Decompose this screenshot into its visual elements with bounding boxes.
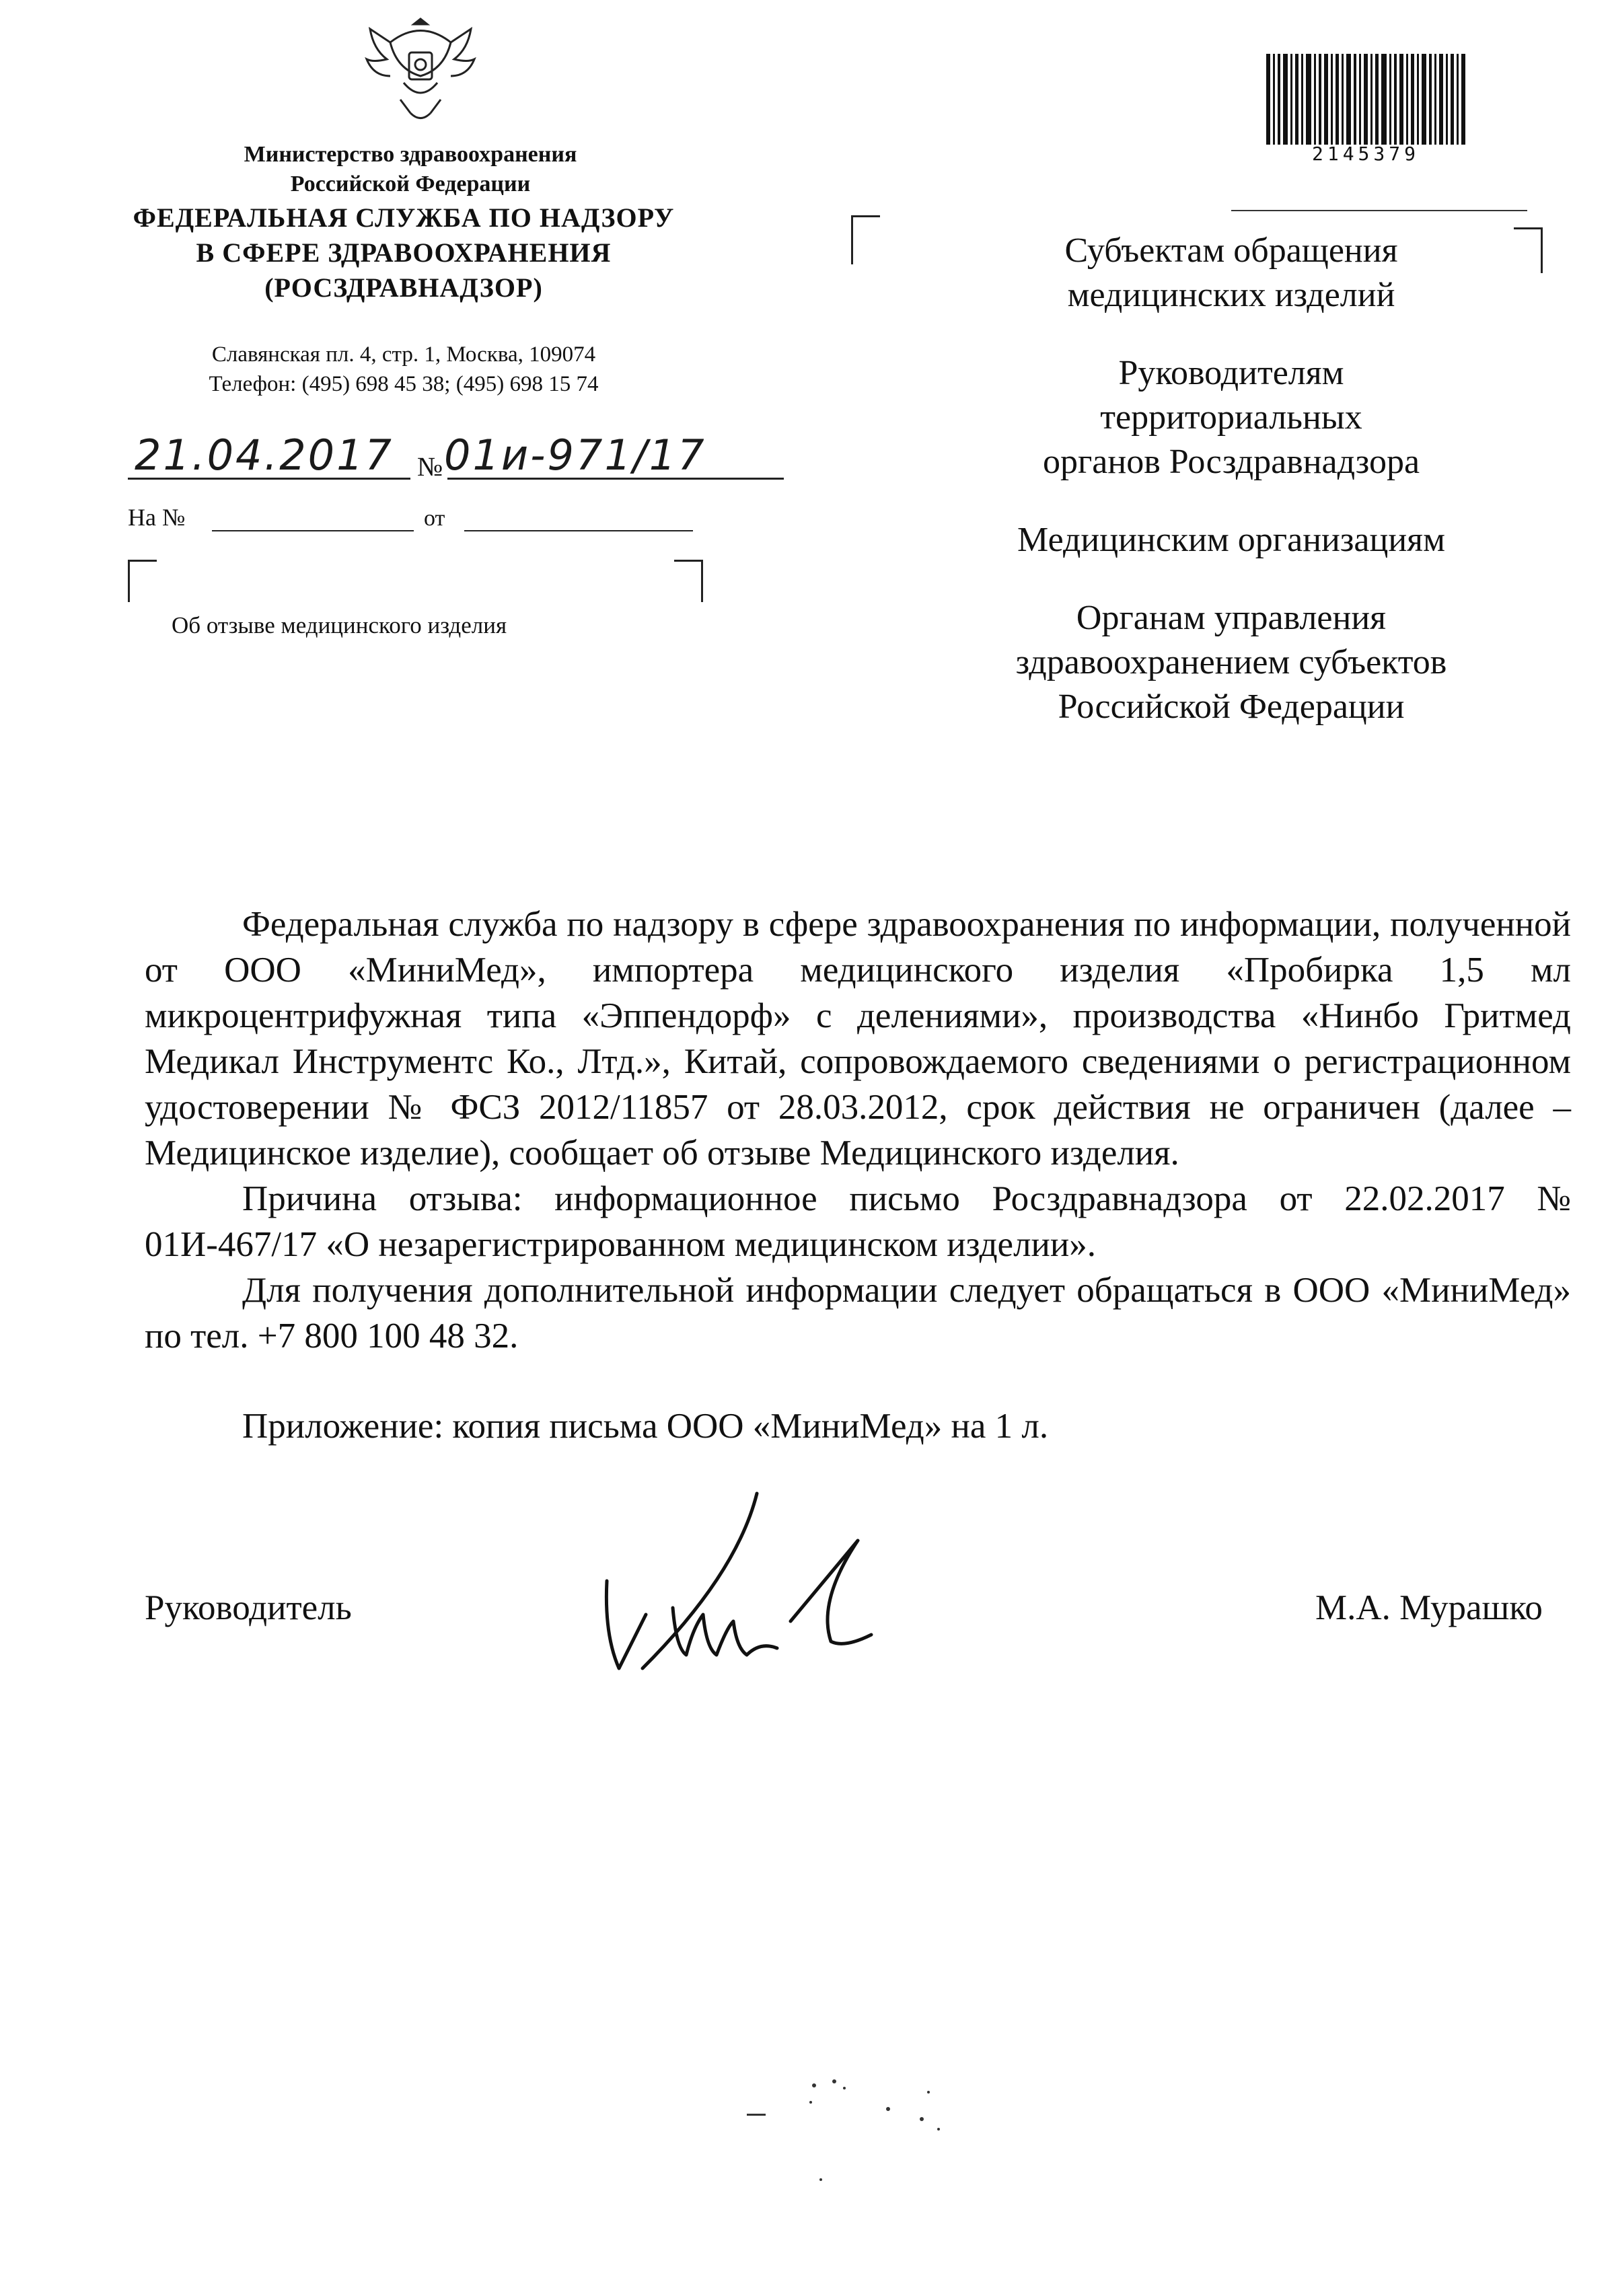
registration-date: 21.04.2017 <box>135 431 394 480</box>
barcode-number: 2145379 <box>1311 143 1420 165</box>
ministry-name: Министерство здравоохранения Российской Федерации <box>244 142 577 196</box>
body-paragraph-main: Федеральная служба по надзору в сфере здравоохранения по информации, полученной от ООО «МиниМед», импортера медицинского изделия «Пробирка 1,5 мл микроцентрифужная типа «Эппендорф» с делениями», производства «Нинбо Гритмед Медикал Инструментс Ко., Лтд.», Китай, сопровождаемого сведениями о регистрационном удостоверении № ФСЗ 2012/11857 от 28.03.2012, срок действия не ограничен (далее – Медицинское изделие), сообщает об отзыве Медицинского изделия. <box>145 905 1571 1173</box>
reply-reference-line <box>128 503 706 537</box>
scan-specks <box>727 2072 969 2193</box>
barcode <box>1265 54 1467 145</box>
signatory-name: М.А. Мурашко <box>1315 1588 1543 1627</box>
body-paragraph-reason: Причина отзыва: информационное письмо Росздравнадзора от 22.02.2017 № 01И-467/17 «О незарегистрированном медицинском изделии». <box>145 1179 1571 1264</box>
addressee-block: Органам управления здравоохранением субъектов Российской Федерации <box>1015 599 1447 726</box>
addressee-block: Медицинским организациям <box>1017 521 1445 559</box>
service-name: ФЕДЕРАЛЬНАЯ СЛУЖБА ПО НАДЗОРУ В СФЕРЕ ЗДРАВООХРАНЕНИЯ (РОСЗДРАВНАДЗОР) <box>133 202 675 303</box>
number-sign: № <box>417 451 443 482</box>
subject-corner-right <box>674 560 703 602</box>
signatory-title: Руководитель <box>145 1588 352 1627</box>
addressee-block: Руководителям территориальных органов Росздравнадзора <box>1042 354 1420 481</box>
registration-line <box>128 431 814 498</box>
appendix-note: Приложение: копия письма ООО «МиниМед» на 1 л. <box>242 1407 1049 1446</box>
service-address: Славянская пл. 4, стр. 1, Москва, 109074 Телефон: (495) 698 45 38; (495) 698 15 74 <box>209 342 599 396</box>
handwritten-signature-icon <box>599 1487 881 1682</box>
reply-number-blank <box>212 530 414 531</box>
address-corner-right <box>1514 227 1543 273</box>
barcode-rule <box>1231 210 1527 211</box>
date-underline <box>128 478 410 480</box>
body-paragraph-contact: Для получения дополнительной информации следует обращаться в ООО «МиниМед» по тел. +7 800 100 48 32. <box>145 1271 1571 1356</box>
letter-body <box>145 901 1571 1359</box>
letter-subject: Об отзыве медицинского изделия <box>172 612 507 638</box>
addressees <box>955 229 1507 763</box>
reply-date-label: от <box>424 506 445 531</box>
subject-corner-left <box>128 560 157 602</box>
address-corner-left <box>851 215 880 264</box>
state-emblem-icon <box>350 5 491 133</box>
reply-date-blank <box>464 530 693 531</box>
reply-number-label: На № <box>128 504 186 531</box>
registration-number: 01и-971/17 <box>444 431 706 480</box>
addressee-block: Субъектам обращения медицинских изделий <box>1064 231 1398 314</box>
number-underline <box>447 478 784 480</box>
